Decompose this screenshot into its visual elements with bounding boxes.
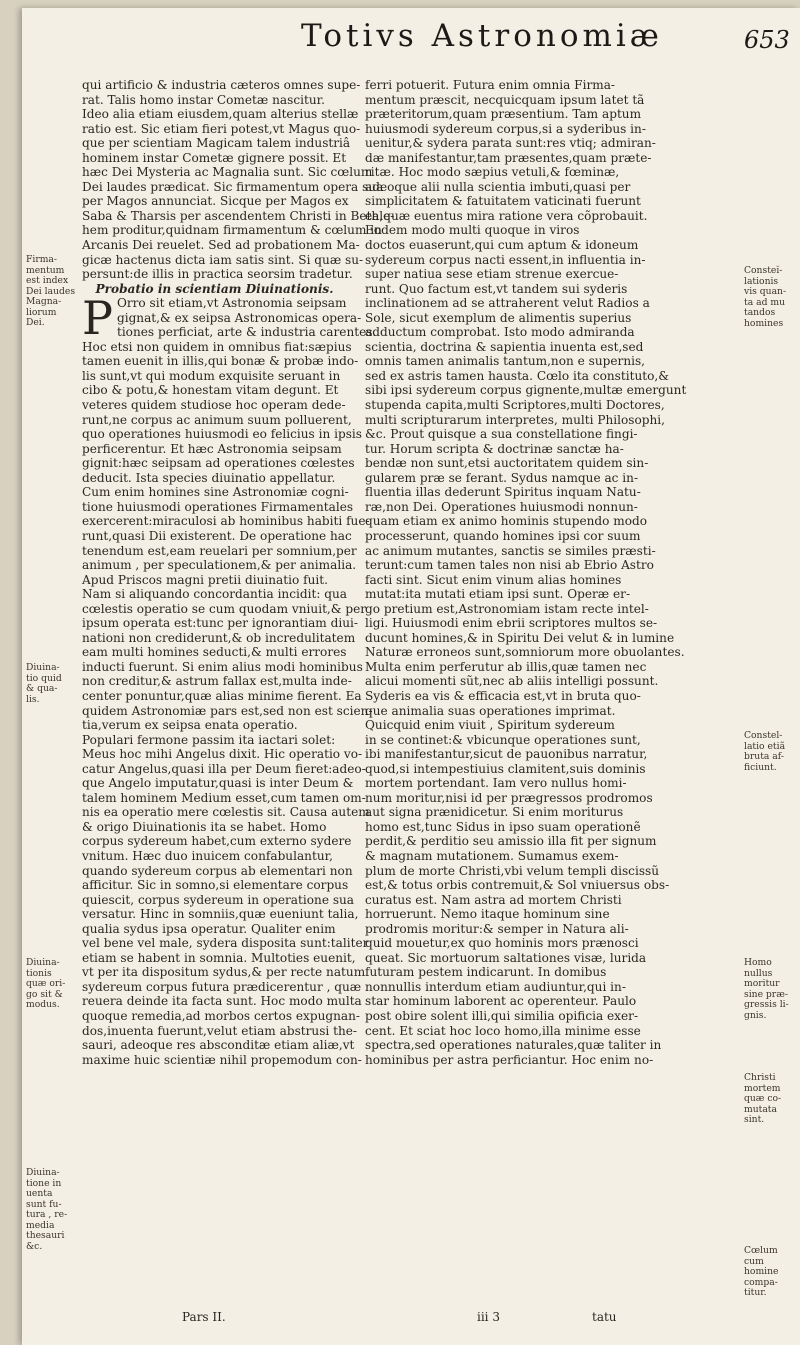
text-line: gignit:hæc seipsam ad operationes cœlestes: [82, 456, 355, 471]
text-line: exercerent:miraculosi ab hominibus habiti fue-: [82, 514, 370, 529]
margin-note-line: mutata: [744, 1103, 777, 1115]
text-line: præteritorum,quam præsentium. Tam aptum: [365, 107, 642, 122]
left-paragraph-2: [82, 291, 377, 1067]
margin-note-line: go sit &: [26, 988, 63, 1000]
text-line: Naturæ erroneos sunt,somniorum more obuolantes.: [365, 645, 685, 660]
text-line: que Angelo imputatur,quasi is inter Deum &: [82, 776, 354, 791]
text-line: cent. Et sciat hoc loco homo,illa minime esse: [365, 1023, 641, 1038]
text-line: Nam si aliquando concordantia incidit: qua: [82, 587, 347, 602]
text-line: ræ,non Dei. Operationes huiusmodi nonnun-: [365, 499, 638, 514]
margin-note-line: thesauri: [26, 1230, 65, 1241]
text-line: gularem præ se ferant. Sydus namque ac in-: [365, 470, 639, 485]
text-line: inducti fuerunt. Si enim alius modi hominibus: [82, 659, 363, 674]
text-line: eam multi homines seducti,& multi errores: [82, 645, 347, 660]
text-line: omnis tamen animalis tantum,non e supernis,: [365, 354, 646, 369]
text-line: Multa enim perferutur ab illis,quæ tamen nec: [365, 659, 647, 674]
text-line: quam etiam ex animo hominis stupendo modo: [365, 514, 648, 529]
text-line: per Magos annunciat. Sicque per Magos ex: [82, 194, 349, 209]
text-line: hæc Dei Mysteria ac Magnalia sunt. Sic cœlum: [82, 165, 373, 180]
text-line: & magnam mutationem. Sumamus exem-: [365, 848, 619, 863]
text-line: que per scientiam Magicam talem industriâ: [82, 136, 351, 151]
margin-note-line: Christi: [744, 1072, 776, 1083]
margin-note-line: Diuina-: [26, 957, 60, 968]
text-line: ibi manifestantur,sicut de pauonibus narratur,: [365, 747, 648, 762]
text-line: cœlestis operatio se cum quodam vniuit,& per: [82, 601, 367, 616]
text-line: ferri potuerit. Futura enim omnia Firma-: [365, 78, 615, 92]
text-line: horruerunt. Nemo itaque hominum sine: [365, 907, 610, 922]
margin-note-line: tura , re-: [26, 1209, 68, 1220]
text-line: non creditur,& astrum fallax est,multa inde-: [82, 674, 352, 689]
text-line: doctos euaserunt,qui cum aptum & idoneum: [365, 238, 639, 253]
margin-note-left-1: [26, 255, 75, 329]
right-column: [365, 78, 687, 1067]
right-paragraph: [365, 78, 687, 1067]
margin-note-right-1: [744, 266, 786, 329]
margin-note-line: quæ co-: [744, 1093, 782, 1104]
margin-note-line: Cœlum: [744, 1245, 778, 1256]
text-line: dæ manifestantur,tam præsentes,quam præte-: [365, 150, 652, 165]
text-line: tione huiusmodi operationes Firmamentales: [82, 499, 354, 514]
text-line: adeoque alii nulla scientia imbuti,quasi per: [365, 179, 631, 194]
margin-note-right-4: [744, 1073, 781, 1126]
text-line: star hominum laborent ac operenteur. Paulo: [365, 994, 637, 1009]
text-line: Eodem modo multi quoque in viros: [365, 223, 580, 238]
text-line: center ponuntur,quæ alias minime fierent. Ea: [82, 688, 362, 703]
text-line: quando sydereum corpus ab elementari non: [82, 863, 353, 878]
text-line: adductum comprobat. Isto modo admiranda: [365, 325, 635, 340]
text-line: Saba & Tharsis per ascendentem Christi in Bethle-: [82, 208, 395, 223]
margin-note-line: Diuina-: [26, 1167, 60, 1178]
text-line: inclinationem ad se attraherent velut Radios a: [365, 296, 650, 311]
text-line: curatus est. Nam astra ad mortem Christi: [365, 892, 622, 907]
text-line: Meus hoc mihi Angelus dixit. Hic operatio vo-: [82, 747, 363, 762]
text-line: perdit,& perditio seu amissio illa fit per signum: [365, 834, 657, 849]
text-line: facti sint. Sicut enim vinum alias homines: [365, 572, 622, 587]
text-line: ligi. Huiusmodi enim ebrii scriptores multos se-: [365, 616, 658, 631]
margin-note-line: &c.: [26, 1240, 43, 1252]
text-line: Hoc etsi non quidem in omnibus fiat:sæpius: [82, 339, 352, 354]
page-number: 653: [744, 26, 790, 54]
margin-note-line: tionis: [26, 967, 52, 979]
text-line: runt,quasi Dii existerent. De operatione hac: [82, 528, 352, 543]
text-line: futuram pestem indicarunt. In domibus: [365, 965, 607, 980]
margin-note-line: mentum: [26, 264, 65, 276]
margin-note-line: bruta af-: [744, 751, 784, 762]
text-line: simplicitatem & fatuitatem vaticinati fuerunt: [365, 194, 641, 209]
text-line: Cum enim homines sine Astronomiæ cogni-: [82, 485, 349, 500]
text-line: tenendum est,eam reuelari per somnium,per: [82, 543, 357, 558]
text-line: Ideo alia etiam eiusdem,quam alterius stellæ: [82, 107, 359, 122]
margin-note-line: quæ ori-: [26, 978, 66, 989]
text-line: sibi ipsi sydereum corpus gignente,multæ emergunt: [365, 383, 687, 398]
margin-note-line: liorum: [26, 306, 57, 318]
left-column: [82, 78, 395, 1067]
margin-note-left-2: [26, 663, 62, 705]
text-line: uenitur,& sydera parata sunt:res vtiq; admiran-: [365, 136, 656, 151]
text-line: terunt:cum tamen tales non nisi ab Ebrio Astro: [365, 558, 654, 573]
text-line: tiones perficiat, arte & industria carentes.: [116, 325, 377, 340]
text-line: qualia sydus ipsa operatur. Qualiter enim: [82, 921, 336, 936]
text-line: reuera deinde ita facta sunt. Hoc modo multa: [82, 994, 362, 1009]
text-line: talem hominem Medium esset,cum tamen om-: [82, 790, 366, 805]
text-line: num moritur,nisi id per prægressos prodromos: [365, 790, 653, 805]
text-line: runt,ne corpus ac animum suum polluerent,: [82, 412, 352, 427]
text-line: gicæ hactenus dicta iam satis sint. Si quæ su-: [82, 252, 364, 267]
margin-note-right-5: [744, 1246, 778, 1299]
text-line: super natiua sese etiam strenue exercue-: [365, 267, 619, 282]
text-line: animum , per speculationem,& per animalia.: [82, 558, 357, 573]
margin-note-line: homine: [744, 1266, 779, 1277]
text-line: plum de morte Christi,vbi velum templi discissũ: [365, 863, 660, 878]
margin-note-line: modus.: [26, 999, 60, 1010]
margin-note-left-3: [26, 958, 65, 1011]
margin-note-line: Firma-: [26, 254, 57, 265]
text-line: Populari fermone passim ita iactari solet:: [82, 732, 336, 747]
text-line: afficitur. Sic in somno,si elementare corpus: [82, 878, 349, 893]
text-line: mutat:ita mutati etiam ipsi sunt. Operæ er-: [365, 587, 631, 602]
text-line: ritæ. Hoc modo sæpius vetuli,& fœminæ,: [365, 165, 620, 180]
text-line: vel bene vel male, sydera disposita sunt:taliter: [82, 936, 369, 951]
text-line: vt per ita dispositum sydus,& per recte natum: [82, 965, 366, 980]
margin-note-line: sint.: [744, 1114, 765, 1125]
text-line: Orro sit etiam,vt Astronomia seipsam: [116, 296, 347, 311]
margin-note-line: est index: [26, 275, 69, 286]
text-line: ducunt homines,& in Spiritu Dei velut & in lumine: [365, 630, 675, 645]
margin-note-line: homines: [744, 317, 784, 329]
text-line: corpus sydereum habet,cum externo sydere: [82, 834, 352, 849]
margin-note-line: lis.: [26, 693, 40, 705]
text-line: hominem instar Cometæ gignere possit. Et: [82, 150, 347, 165]
text-line: vnitum. Hæc duo inuicem confabulantur,: [82, 848, 333, 863]
margin-note-line: uenta: [26, 1188, 53, 1199]
text-line: deducit. Ista species diuinatio appellatur.: [82, 470, 336, 485]
text-line: bendæ non sunt,etsi auctoritatem quidem sin-: [365, 456, 649, 471]
text-line: nonnullis interdum etiam audiuntur,qui in-: [365, 979, 626, 994]
text-line: perficerentur. Et hæc Astronomia seipsam: [82, 441, 342, 456]
text-line: versatur. Hinc in somniis,quæ eueniunt talia,: [82, 907, 359, 922]
text-line: huiusmodi sydereum corpus,si a syderibus in-: [365, 121, 646, 136]
text-line: stupenda capita,multi Scriptores,multi Doctores,: [365, 398, 665, 413]
margin-note-line: lationis: [744, 275, 779, 287]
margin-note-line: sunt fu-: [26, 1198, 62, 1210]
text-line: nis ea operatio mere cœlestis sit. Causa autem: [82, 805, 370, 820]
margin-note-right-2: [744, 731, 785, 773]
text-line: sydereum corpus nacti essent,in influentia in-: [365, 252, 646, 267]
text-line: in se continet:& vbicunque operationes sunt,: [365, 732, 641, 747]
text-line: veteres quidem studiose hoc operam dede-: [82, 398, 346, 413]
text-line: lis sunt,vt qui modum exquisite seruant in: [82, 368, 341, 383]
margin-note-line: & qua-: [26, 683, 58, 694]
text-line: mentum præscit, necquicquam ipsum latet tã: [365, 92, 645, 107]
margin-note-left-4: [26, 1168, 67, 1252]
text-line: sed ex astris tamen hausta. Cœlo ita constituto,&: [365, 368, 669, 383]
text-line: catur Angelus,quasi illa per Deum fieret:adeo-: [82, 761, 366, 776]
book-page: [22, 8, 800, 1345]
margin-note-line: moritur: [744, 978, 780, 989]
text-line: hominibus per astra perficiantur. Hoc enim no-: [365, 1052, 654, 1067]
text-line: ea,quæ euentus mira ratione vera cõprobauit.: [365, 208, 648, 223]
margin-note-line: mortem: [744, 1082, 781, 1094]
text-line: quid mouetur,ex quo hominis mors prænosci: [365, 936, 639, 951]
text-line: tamen euenit in illis,qui bonæ & probæ indo-: [82, 354, 359, 369]
margin-note-line: gressis li-: [744, 999, 789, 1010]
margin-note-line: compa-: [744, 1276, 778, 1288]
text-line: queat. Sic mortuorum saltationes visæ, lurida: [365, 950, 647, 965]
text-line: homo est,tunc Sidus in ipso suam operationẽ: [365, 819, 641, 834]
text-line: processerunt, quando homines ipsi cor suum: [365, 528, 641, 543]
text-line: prodromis moritur:& semper in Natura ali-: [365, 921, 629, 936]
text-line: cibo & potu,& honestam vitam degunt. Et: [82, 383, 339, 398]
left-paragraph-1: [82, 78, 395, 282]
text-line: dos,inuenta fuerunt,velut etiam abstrusi the-: [82, 1023, 358, 1038]
margin-note-line: gnis.: [744, 1009, 767, 1021]
margin-note-line: ta ad mu: [744, 296, 785, 308]
text-line: Apud Priscos magni pretii diuinatio fuit.: [82, 572, 328, 587]
text-line: ipsum operata est:tunc per ignorantiam diui-: [82, 616, 358, 631]
margin-note-line: Dei laudes: [26, 285, 76, 297]
text-line: rat. Talis homo instar Cometæ nascitur.: [82, 92, 325, 107]
running-head: Totivs Astronomiæ: [301, 18, 663, 54]
text-line: gignat,& ex seipsa Astronomicas opera-: [116, 310, 362, 325]
text-line: quidem Astronomiæ pars est,sed non est scien-: [82, 703, 373, 718]
margin-note-line: cum: [744, 1255, 764, 1267]
text-line: scientia, doctrina & sapientia inuenta est,sed: [365, 339, 644, 354]
margin-note-line: Diuina-: [26, 662, 60, 673]
text-line: ac animum mutantes, sanctis se similes præsti-: [365, 543, 656, 558]
text-line: nationi non crediderunt,& ob incredulitatem: [82, 630, 356, 645]
margin-note-line: tione in: [26, 1177, 62, 1189]
margin-note-line: nullus: [744, 967, 773, 979]
text-line: ratio est. Sic etiam fieri potest,vt Magus quo-: [82, 121, 361, 136]
margin-note-line: sine præ-: [744, 988, 788, 1000]
margin-note-line: Dei.: [26, 317, 45, 328]
text-line: tur. Horum scripta & doctrinæ sanctæ ha-: [365, 441, 624, 456]
margin-note-right-3: [744, 958, 789, 1021]
text-line: qui artificio & industria cæteros omnes supe-: [82, 78, 361, 92]
text-line: mortem portendant. Iam vero nullus homi-: [365, 776, 627, 791]
text-line: quiescit, corpus sydereum in operatione sua: [82, 892, 355, 907]
text-line: aut signa prænidicetur. Si enim moriturus: [365, 805, 624, 820]
text-line: sydereum corpus futura prædicerentur , quæ: [82, 979, 362, 994]
text-line: alicui momenti sũt,nec ab aliis intelligi possunt.: [365, 674, 659, 689]
signature-mark: iii 3: [477, 1310, 500, 1324]
catchword: tatu: [592, 1310, 617, 1324]
text-line: & origo Diuinationis ita se habet. Homo: [82, 819, 327, 834]
text-line: &c. Prout quisque a sua constellatione fingi-: [365, 427, 638, 442]
margin-note-line: Homo: [744, 957, 772, 968]
text-line: quo operationes huiusmodi eo felicius in ipsis: [82, 427, 362, 442]
margin-note-line: tio quid: [26, 672, 62, 684]
text-line: Dei laudes prædicat. Sic firmamentum opera sua: [82, 179, 384, 194]
text-line: etiam se habent in somnia. Multoties euenit,: [82, 950, 356, 965]
text-line: hem proditur,quidnam firmamentum & cœlum in: [82, 223, 382, 238]
text-line: maxime huic scientiæ nihil propemodum con-: [82, 1052, 362, 1067]
text-line: Arcanis Dei reuelet. Sed ad probationem Ma-: [82, 238, 360, 253]
text-line: multi scripturarum interpretes, multi Philosophi,: [365, 412, 666, 427]
text-line: est,& totus orbis contremuit,& Sol vniuersus obs-: [365, 878, 670, 893]
margin-note-line: media: [26, 1219, 55, 1231]
section-subheading: Probatio in scientiam Diuinationis.: [95, 281, 334, 296]
margin-note-line: tandos: [744, 307, 776, 318]
part-footer: Pars II.: [182, 1310, 226, 1324]
text-line: runt. Quo factum est,vt tandem sui syderis: [365, 281, 628, 296]
text-line: Sole, sicut exemplum de alimentis superius: [365, 310, 632, 325]
margin-note-line: Consteĭ-: [744, 265, 783, 276]
text-line: quod,si intempestiuius clamitent,suis dominis: [365, 761, 646, 776]
text-line: quoque remedia,ad morbos certos expugnan-: [82, 1009, 360, 1023]
text-line: Syderis ea vis & efficacia est,vt in bruta quo-: [365, 688, 641, 703]
text-line: sauri, adeoque res absconditæ etiam aliæ,vt: [82, 1038, 355, 1053]
margin-note-line: Magna-: [26, 296, 62, 307]
margin-note-line: vis quan-: [744, 286, 787, 297]
text-line: Quicquid enim viuit , Spiritum sydereum: [365, 718, 615, 733]
text-line: persunt:de illis in practica seorsim tradetur.: [82, 267, 353, 282]
text-line: post obire solent illi,qui similia opificia exer-: [365, 1009, 639, 1023]
margin-note-line: ficiunt.: [744, 761, 777, 773]
text-line: fluentia illas dederunt Spiritus inquam Natu-: [365, 485, 641, 500]
text-line: spectra,sed operationes naturales,quæ taliter in: [365, 1038, 662, 1053]
margin-note-line: titur.: [744, 1287, 767, 1298]
margin-note-line: latio etiã: [744, 740, 786, 752]
text-line: go pretium est,Astronomiam istam recte intel-: [365, 601, 649, 616]
text-line: que animalia suas operationes imprimat.: [365, 703, 616, 718]
margin-note-line: Constel-: [744, 730, 783, 741]
drop-cap: P: [82, 291, 113, 346]
text-line: tia,verum ex seipsa enata operatio.: [82, 718, 298, 733]
